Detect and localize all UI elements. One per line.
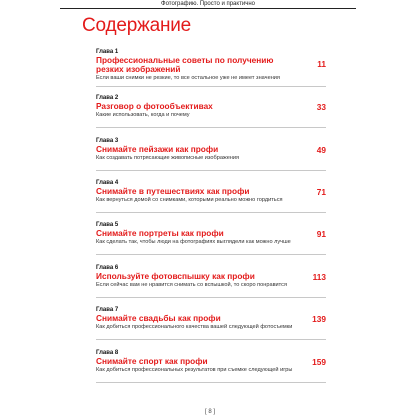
chapter-label: Глава 1 [96, 49, 119, 55]
chapter-description: Как создавать потрясающие живописные изображения [96, 155, 240, 161]
chapter-description: Если ваши снимки не резкие, то все остальное уже не имеет значения [96, 75, 280, 81]
chapter-page-number: 33 [316, 102, 326, 112]
running-head: Фотографию. Просто и практично [60, 0, 356, 9]
toc-entry-7[interactable] [96, 306, 326, 340]
chapter-title[interactable]: Разговор о фотообъективах [96, 101, 213, 111]
chapter-page-number: 113 [312, 272, 326, 282]
toc-entry-1[interactable] [96, 48, 326, 87]
chapter-page-number: 91 [316, 229, 326, 239]
chapter-title[interactable]: Снимайте пейзажи как профи [96, 144, 219, 154]
chapter-title[interactable]: Используйте фотовспышку как профи [96, 271, 255, 281]
chapter-title[interactable]: Профессиональные советы по получению резких изображений [96, 55, 274, 74]
chapter-description: Как сделать так, чтобы люди на фотографиях выглядели как можно лучше [96, 239, 291, 245]
page-number: [ 8 ] [204, 409, 215, 415]
chapter-page-number: 11 [317, 59, 326, 69]
toc-entry-4[interactable] [96, 179, 326, 213]
chapter-label: Глава 7 [96, 307, 119, 313]
chapter-page-number: 159 [312, 357, 326, 367]
chapter-label: Глава 8 [96, 350, 119, 356]
chapter-page-number: 139 [312, 314, 326, 324]
chapter-label: Глава 3 [96, 138, 119, 144]
chapter-label: Глава 5 [96, 222, 119, 228]
chapter-label: Глава 4 [96, 180, 119, 186]
chapter-page-number: 71 [316, 187, 326, 197]
toc-entry-2[interactable] [96, 94, 326, 128]
chapter-title[interactable]: Снимайте портреты как профи [96, 228, 224, 238]
chapter-title[interactable]: Снимайте в путешествиях как профи [96, 186, 250, 196]
chapter-title[interactable]: Снимайте свадьбы как профи [96, 313, 221, 323]
toc-entry-6[interactable] [96, 264, 326, 298]
chapter-description: Как добиться профессионального качества вашей следующей фотосъемки [96, 324, 293, 330]
page-title: Содержание [82, 15, 192, 36]
chapter-label: Глава 6 [96, 265, 119, 271]
toc-entry-5[interactable] [96, 221, 326, 255]
chapter-description: Как вернуться домой со снимками, которыми реально можно гордиться [96, 197, 283, 203]
chapter-title[interactable]: Снимайте спорт как профи [96, 356, 208, 366]
chapter-label: Глава 2 [96, 95, 119, 101]
chapter-description: Как добиться профессиональных результатов при съемке следующей игры [96, 367, 293, 373]
chapter-page-number: 49 [316, 145, 326, 155]
toc-entry-3[interactable] [96, 137, 326, 171]
chapter-description: Если сейчас вам не нравится снимать со вспышкой, то скоро понравится [96, 282, 288, 288]
chapter-description: Какие использовать, когда и почему [96, 112, 190, 118]
toc-entry-8[interactable] [96, 349, 326, 383]
